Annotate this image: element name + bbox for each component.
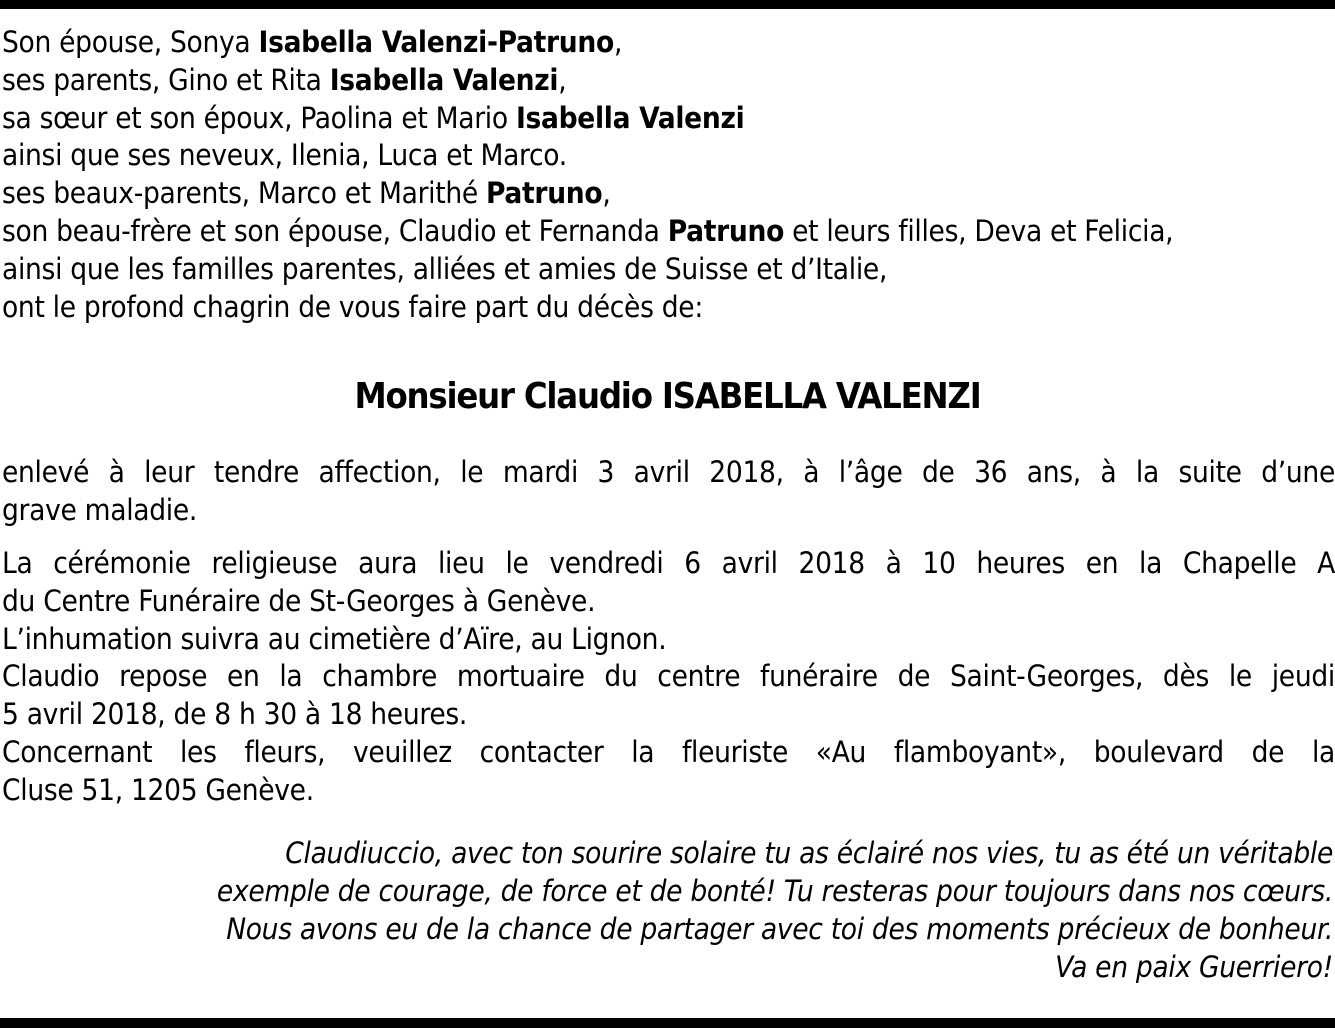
spouse-name: Isabella Valenzi-Patruno xyxy=(258,25,614,59)
burial-line: L’inhumation suivra au cimetière d’Aïre, au Lignon. xyxy=(2,621,667,656)
viewing-line-1: Claudio repose en la chambre mortuaire du centre funéraire de Saint-Georges, dès le jeudi xyxy=(2,659,1335,694)
tribute-line-3: Nous avons eu de la chance de partager avec toi des moments précieux de bonheur. xyxy=(226,912,1333,946)
tribute-line-4: Va en paix Guerriero! xyxy=(1055,950,1333,984)
in-laws-name: Patruno xyxy=(486,176,603,211)
family-line-sister: sa sœur et son époux, Paolina et Mario Isabella Valenzi xyxy=(2,100,745,135)
ceremony-line-1: La cérémonie religieuse aura lieu le vendredi 6 avril 2018 à 10 heures en la Chapelle A xyxy=(2,546,1335,580)
tribute-message xyxy=(0,834,1333,986)
death-line-2: grave maladie. xyxy=(2,492,198,527)
tribute-line-1: Claudiuccio, avec ton sourire solaire tu as éclairé nos vies, tu as été un véritable xyxy=(285,836,1333,870)
death-line-1: enlevé à leur tendre affection, le mardi 3 avril 2018, à l’âge de 36 ans, à la suite d’une xyxy=(2,455,1335,489)
ceremony-line-2: du Centre Funéraire de St-Georges à Genève. xyxy=(2,583,596,618)
family-announcement xyxy=(2,24,1335,326)
flowers-line-2: Cluse 51, 1205 Genève. xyxy=(2,772,314,807)
brother-in-law-name: Patruno xyxy=(667,213,785,248)
family-line-in-laws: ses beaux-parents, Marco et Marithé Patruno, xyxy=(2,176,611,211)
ceremony-details xyxy=(2,545,1335,810)
family-line-spouse: Son épouse, Sonya Isabella Valenzi-Patruno, xyxy=(2,25,623,59)
sister-name: Isabella Valenzi xyxy=(515,100,745,135)
flowers-line-1: Concernant les fleurs, veuillez contacter la fleuriste «Au flamboyant», boulevard de la xyxy=(2,734,1335,769)
viewing-line-2: 5 avril 2018, de 8 h 30 à 18 heures. xyxy=(2,697,468,732)
death-notice xyxy=(2,454,1335,530)
bottom-border-rule xyxy=(0,1018,1335,1028)
top-border-rule xyxy=(0,0,1335,9)
deceased-name-heading: Monsieur Claudio ISABELLA VALENZI xyxy=(354,376,981,417)
family-line-relatives: ainsi que les familles parentes, alliées et amies de Suisse et d’Italie, xyxy=(2,251,888,286)
family-line-announcement: ont le profond chagrin de vous faire part du décès de: xyxy=(2,289,703,324)
tribute-line-2: exemple de courage, de force et de bonté! Tu resteras pour toujours dans nos cœurs. xyxy=(216,874,1333,908)
parents-name: Isabella Valenzi xyxy=(329,62,559,97)
family-line-parents: ses parents, Gino et Rita Isabella Valenzi, xyxy=(2,62,567,97)
family-line-brother-in-law: son beau-frère et son épouse, Claudio et Fernanda Patruno et leurs filles, Deva et Felicia, xyxy=(2,213,1174,248)
family-line-nephews: ainsi que ses neveux, Ilenia, Luca et Marco. xyxy=(2,138,567,173)
